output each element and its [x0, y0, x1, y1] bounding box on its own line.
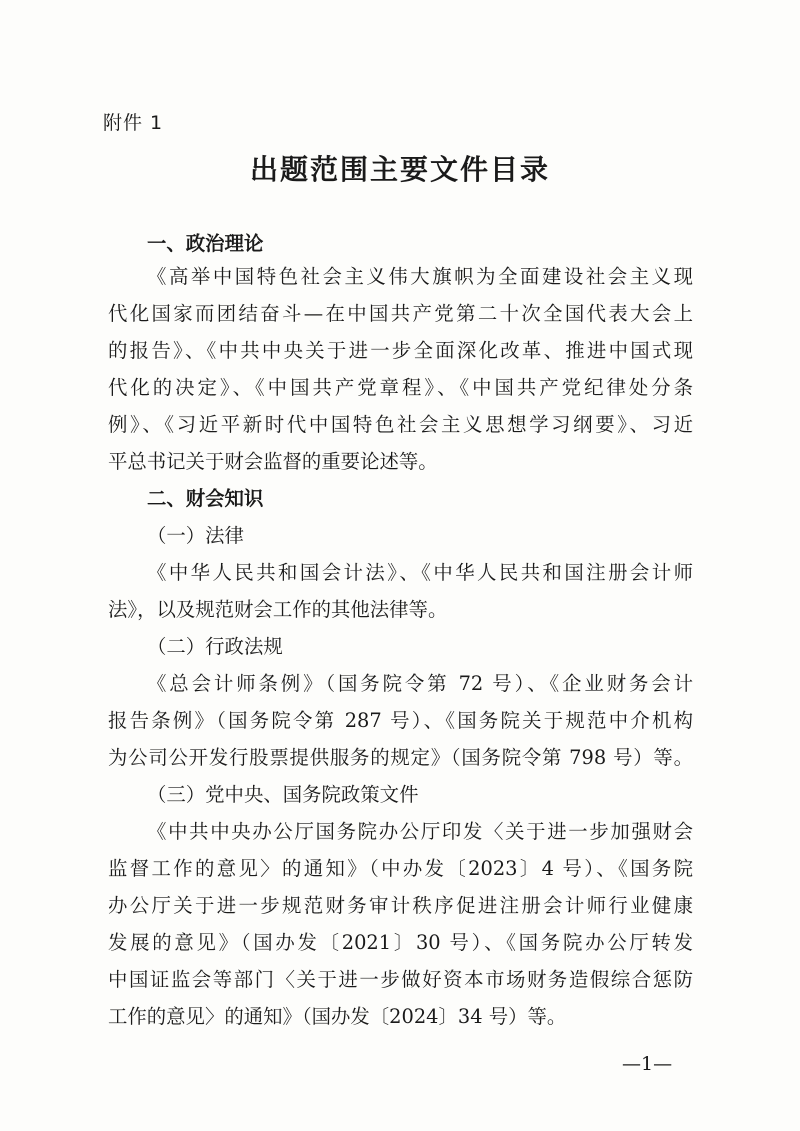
section-heading-political-theory: 一、政治理论 [147, 232, 264, 255]
paragraph-line: 例》、《习近平新时代中国特色社会主义思想学习纲要》、习近 [108, 413, 693, 436]
paragraph-line: 《高举中国特色社会主义伟大旗帜为全面建设社会主义现 [147, 265, 693, 288]
subsection-heading-policy-documents: （三）党中央、国务院政策文件 [147, 783, 419, 806]
attachment-label: 附件 1 [103, 112, 164, 134]
paragraph-line: 工作的意见〉的通知》（国办发〔2024〕34 号）等。 [108, 1005, 567, 1028]
paragraph-line: 发展的意见》（国办发〔2021〕30 号）、《国务院办公厅转发 [108, 931, 693, 954]
document-title: 出题范围主要文件目录 [249, 153, 550, 186]
page-number: —1— [622, 1053, 673, 1075]
paragraph-line: 报告条例》（国务院令第 287 号）、《国务院关于规范中介机构 [108, 709, 693, 732]
section-heading-finance-knowledge: 二、财会知识 [147, 487, 264, 510]
paragraph-line: 法》，以及规范财会工作的其他法律等。 [108, 598, 448, 621]
paragraph-line: 代化的决定》、《中国共产党章程》、《中国共产党纪律处分条 [108, 376, 693, 399]
paragraph-line: 《中华人民共和国会计法》、《中华人民共和国注册会计师 [147, 561, 693, 584]
paragraph-line: 中国证监会等部门〈关于进一步做好资本市场财务造假综合惩防 [108, 968, 693, 991]
paragraph-line: 为公司公开发行股票提供服务的规定》（国务院令第 798 号）等。 [108, 746, 693, 769]
subsection-heading-regulations: （二）行政法规 [147, 635, 283, 658]
paragraph-line: 《中共中央办公厅国务院办公厅印发〈关于进一步加强财会 [147, 820, 693, 843]
paragraph-line: 代化国家而团结奋斗—在中国共产党第二十次全国代表大会上 [108, 302, 693, 325]
paragraph-line: 监督工作的意见〉的通知》（中办发〔2023〕4 号）、《国务院 [108, 857, 693, 880]
paragraph-line: 的报告》、《中共中央关于进一步全面深化改革、推进中国式现 [108, 339, 693, 362]
paragraph-line: 平总书记关于财会监督的重要论述等。 [108, 450, 438, 473]
paragraph-line: 《总会计师条例》（国务院令第 72 号）、《企业财务会计 [147, 672, 693, 695]
paragraph-line: 办公厅关于进一步规范财务审计秩序促进注册会计师行业健康 [108, 894, 693, 917]
subsection-heading-law: （一）法律 [147, 524, 244, 547]
